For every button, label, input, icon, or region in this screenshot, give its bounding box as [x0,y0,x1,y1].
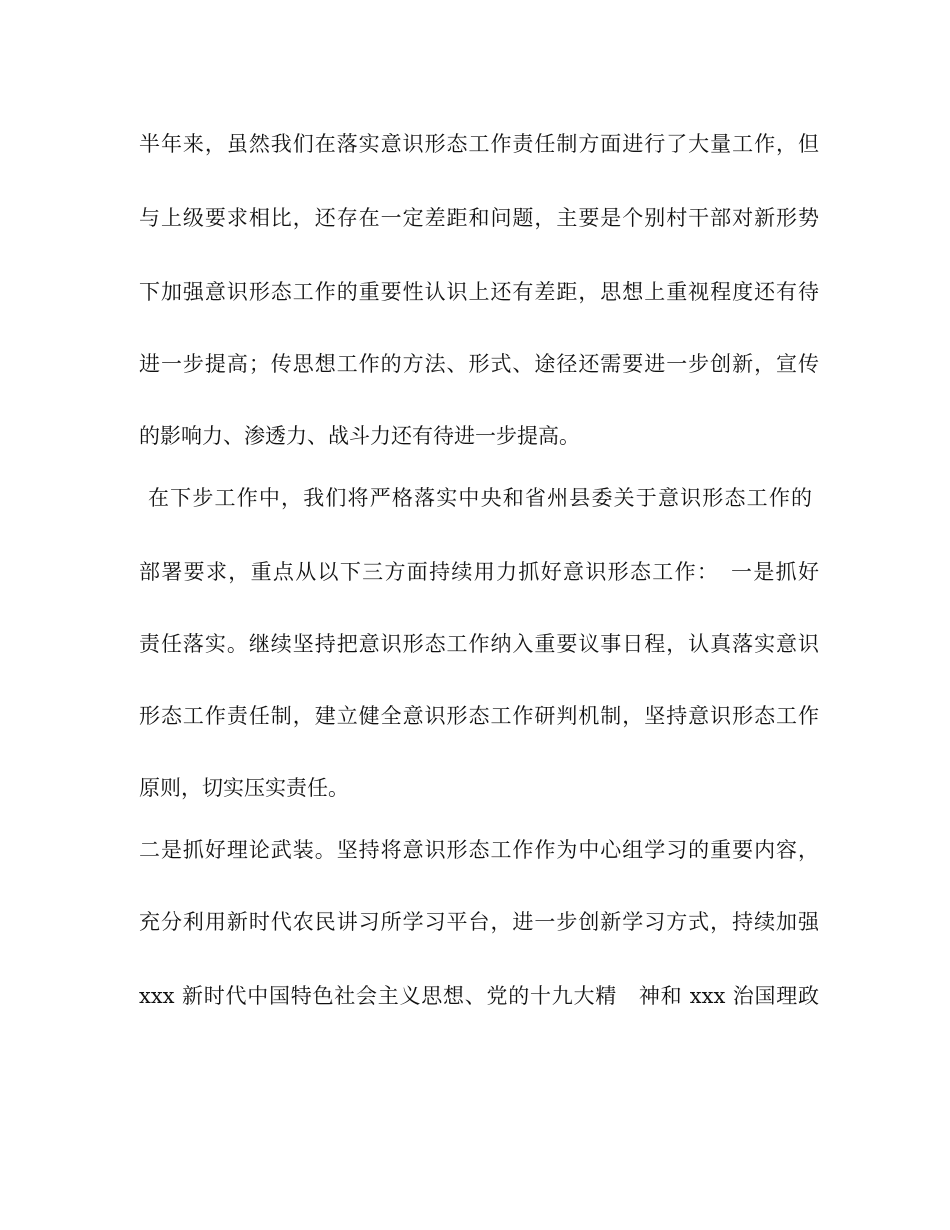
body-text-line-6: 在下步工作中，我们将严格落实中央和省州县委关于意识形态工作的 [148,486,812,510]
body-text-line-11: 二是抓好理论武装。坚持将意识形态工作作为中心组学习的重要内容， [139,838,819,862]
body-text-line-3: 下加强意识形态工作的重要性认识上还有差距，思想上重视程度还有待 [139,280,819,304]
body-text-line-9: 形态工作责任制，建立健全意识形态工作研判机制，坚持意识形态工作 [139,704,819,728]
body-text-line-12: 充分利用新时代农民讲习所学习平台，进一步创新学习方式，持续加强 [139,910,819,934]
body-text-line-10: 原则，切实压实责任。 [139,776,349,800]
body-text-line-7: 部署要求，重点从以下三方面持续用力抓好意识形态工作： 一是抓好 [139,560,819,584]
body-text-line-5: 的影响力、渗透力、战斗力还有待进一步提高。 [139,424,580,448]
body-text-line-2: 与上级要求相比，还存在一定差距和问题，主要是个别村干部对新形势 [139,206,819,230]
body-text-line-13: xxx 新时代中国特色社会主义思想、党的十九大精 神和 xxx 治国理政 [139,984,819,1008]
body-text-line-4: 进一步提高；传思想工作的方法、形式、途径还需要进一步创新，宣传 [139,352,819,376]
body-text-line-8: 责任落实。继续坚持把意识形态工作纳入重要议事日程，认真落实意识 [139,632,819,656]
body-text-line-1: 半年来，虽然我们在落实意识形态工作责任制方面进行了大量工作，但 [139,132,819,156]
